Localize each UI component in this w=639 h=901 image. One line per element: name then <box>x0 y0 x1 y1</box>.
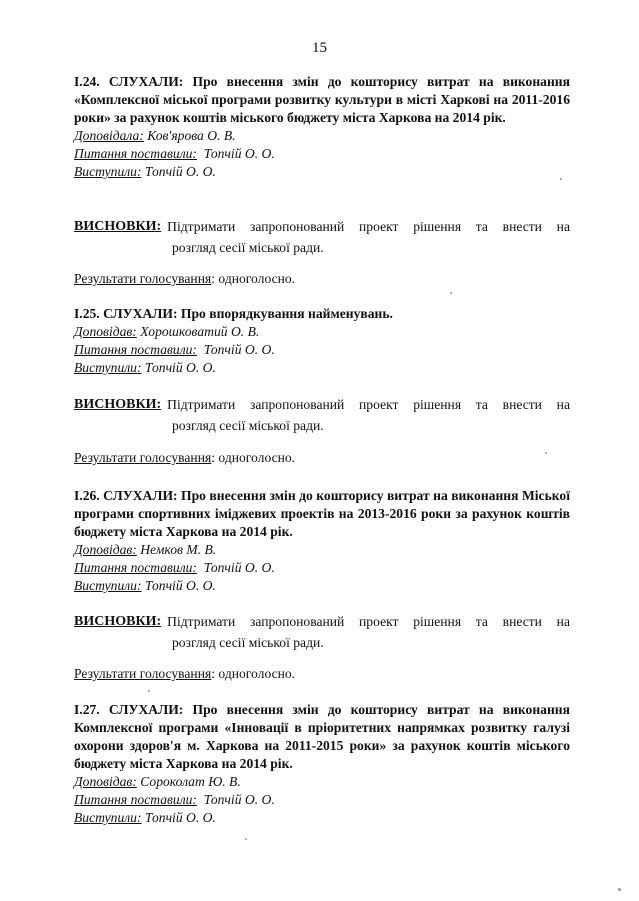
reporter-line <box>74 541 570 559</box>
conclusion-text-line1: Підтримати запропонований проект рішення та внести на <box>167 219 570 234</box>
vote-result-1-25 <box>74 449 295 467</box>
scan-speck <box>450 292 452 294</box>
speakers-name: Топчій О. О. <box>144 578 216 593</box>
agenda-item-1-24 <box>74 73 570 181</box>
scan-speck <box>545 452 547 454</box>
conclusion-text-line2: розгляд сесії міської ради. <box>172 240 324 255</box>
speakers-label: Виступили: <box>74 810 142 825</box>
speakers-line <box>74 809 570 827</box>
conclusion-1-24 <box>74 216 570 258</box>
scan-speck <box>560 178 562 180</box>
vote-result-value: : одноголосно. <box>211 271 296 286</box>
questions-name: Топчій О. О. <box>203 146 275 161</box>
reporter-label: Доповідав: <box>74 542 137 557</box>
speakers-label: Виступили: <box>74 164 142 179</box>
speakers-name: Топчій О. О. <box>144 164 216 179</box>
speakers-name: Топчій О. О. <box>144 810 216 825</box>
vote-result-value: : одноголосно. <box>211 450 296 465</box>
item-heading: І.24. СЛУХАЛИ: Про внесення змін до кошторису витрат на виконання «Комплексної міської програми розвитку культури в місті Харкові на 2011-2016 роки» за рахунок коштів міського бюджету міста Харкова на 2014 рік. <box>74 74 570 125</box>
item-heading: І.25. СЛУХАЛИ: Про впорядкування найменувань. <box>74 306 393 321</box>
reporter-line <box>74 127 570 145</box>
vote-result-1-24 <box>74 270 295 288</box>
reporter-name: Сороколат Ю. В. <box>140 774 241 789</box>
questions-name: Топчій О. О. <box>203 560 275 575</box>
speakers-line <box>74 359 570 377</box>
vote-result-label: Результати голосування <box>74 271 212 286</box>
speakers-label: Виступили: <box>74 360 142 375</box>
speakers-line <box>74 577 570 595</box>
reporter-line <box>74 773 570 791</box>
reporter-label: Доповідав: <box>74 324 137 339</box>
scan-speck <box>148 690 150 692</box>
questions-line <box>74 791 570 809</box>
questions-line <box>74 145 570 163</box>
speakers-name: Топчій О. О. <box>144 360 216 375</box>
page-number: 15 <box>312 40 327 56</box>
conclusion-text-line1: Підтримати запропонований проект рішення та внести на <box>167 397 570 412</box>
reporter-line <box>74 323 570 341</box>
conclusion-1-25 <box>74 394 570 436</box>
scan-speck <box>245 838 247 840</box>
conclusion-text-line1: Підтримати запропонований проект рішення та внести на <box>167 614 570 629</box>
questions-name: Топчій О. О. <box>203 792 275 807</box>
speakers-label: Виступили: <box>74 578 142 593</box>
vote-result-label: Результати голосування <box>74 666 212 681</box>
vote-result-1-26 <box>74 665 295 683</box>
vote-result-value: : одноголосно. <box>211 666 296 681</box>
questions-label: Питання поставили: <box>74 792 197 807</box>
scan-speck <box>618 888 621 891</box>
reporter-name: Хорошковатий О. В. <box>140 324 260 339</box>
conclusion-1-26 <box>74 611 570 653</box>
questions-label: Питання поставили: <box>74 560 197 575</box>
reporter-name: Немков М. В. <box>140 542 217 557</box>
conclusion-label: ВИСНОВКИ: <box>74 397 162 412</box>
vote-result-label: Результати голосування <box>74 450 212 465</box>
conclusion-text-line2: розгляд сесії міської ради. <box>172 418 324 433</box>
conclusion-text-line2: розгляд сесії міської ради. <box>172 635 324 650</box>
questions-label: Питання поставили: <box>74 146 197 161</box>
questions-name: Топчій О. О. <box>203 342 275 357</box>
conclusion-label: ВИСНОВКИ: <box>74 614 162 629</box>
reporter-label: Доповідав: <box>74 774 137 789</box>
item-heading: І.27. СЛУХАЛИ: Про внесення змін до кошторису витрат на виконання Комплексної програми «Інновації в пріоритетних напрямках розвитку галузі охорони здоров'я м. Харкова на 2011-2015 роки» за рахунок коштів міського бюджету міста Харкова на 2014 рік. <box>74 702 570 771</box>
agenda-item-1-25 <box>74 305 570 377</box>
questions-line <box>74 341 570 359</box>
item-heading: І.26. СЛУХАЛИ: Про внесення змін до кошторису витрат на виконання Міської програми спортивних іміджевих проектів на 2013-2016 роки за рахунок коштів бюджету міста Харкова на 2014 рік. <box>74 488 570 539</box>
questions-label: Питання поставили: <box>74 342 197 357</box>
agenda-item-1-27 <box>74 701 570 827</box>
reporter-label: Доповідала: <box>74 128 144 143</box>
speakers-line <box>74 163 570 181</box>
questions-line <box>74 559 570 577</box>
agenda-item-1-26 <box>74 487 570 595</box>
reporter-name: Ков'ярова О. В. <box>147 128 236 143</box>
conclusion-label: ВИСНОВКИ: <box>74 219 162 234</box>
